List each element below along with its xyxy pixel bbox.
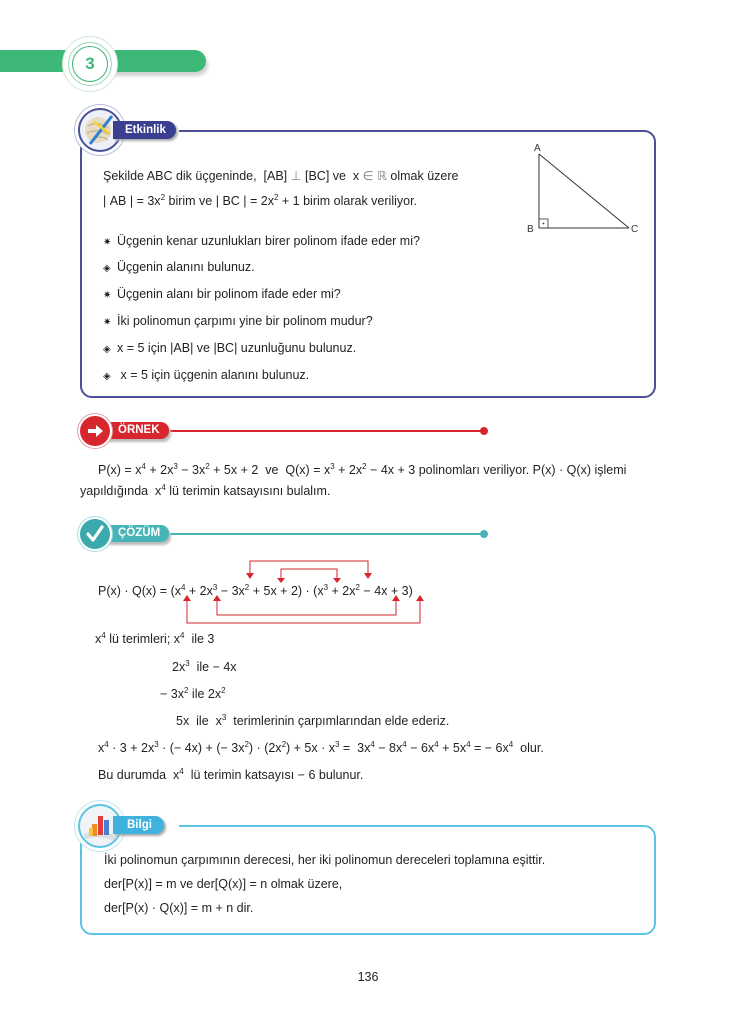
- page-number: 136: [357, 970, 379, 984]
- solution-label: ÇÖZÜM: [106, 525, 169, 542]
- solution-conclusion: Bu durumda $x^4$ lü terimin katsayısı − 6 bulunur.: [98, 767, 364, 782]
- solution-equation: $P(x) \cdot Q(x) = (x^4 + 2x^3 - 3x^2 + 5x + 2) \cdot (x^3 + 2x^2 - 4x + 3)$: [98, 583, 413, 598]
- activity-question-4: ✷ İki polinomun çarpımı yine bir polinom mudur?: [103, 313, 373, 331]
- checkmark-icon: [85, 524, 105, 544]
- vertex-c-label: C: [631, 224, 639, 235]
- activity-question-2: ◈ Üçgenin alanını bulunuz.: [103, 259, 255, 277]
- solution-divider-dot: [480, 530, 488, 538]
- solution-pair-1: $x^4$ lü terimleri; $x^4$ ile 3: [95, 631, 215, 646]
- solution-divider-line: [170, 533, 484, 535]
- vertex-a-label: A: [534, 143, 541, 154]
- solution-pair-2: $2x^3$ ile − 4x: [172, 659, 237, 674]
- example-divider-line: [170, 430, 484, 432]
- info-label: Bilgi: [113, 816, 164, 834]
- solution-pair-4: 5x ile $x^3$ terimlerinin çarpımlarından elde ederiz.: [176, 713, 450, 728]
- activity-question-6: ◈ x = 5 için üçgenin alanını bulunuz.: [103, 367, 309, 385]
- example-label: ÖRNEK: [106, 422, 169, 439]
- example-badge: [80, 416, 110, 446]
- info-line-2: der[P(x)] = m ve der[Q(x)] = n olmak üzere,: [104, 877, 343, 891]
- example-line-1: $P(x) = x^4 + 2x^3 - 3x^2 + 5x + 2$ ve $Q(x) = x^3 + 2x^2 - 4x + 3$ polinomları veriliyor. P(x) · Q(x) işlemi: [98, 462, 627, 477]
- right-triangle-figure: [527, 140, 647, 240]
- diamond-bullet-icon: ◈: [103, 344, 111, 355]
- vertex-b-label: B: [527, 224, 534, 235]
- activity-question-1: ✷ Üçgenin kenar uzunlukları birer polinom ifade eder mi?: [103, 233, 420, 251]
- activity-intro-line-1: Şekilde ABC dik üçgeninde, [AB] ⊥ [BC] ve x ∈ ℝ olmak üzere: [103, 169, 459, 183]
- chapter-number: 3: [85, 54, 95, 73]
- asterisk-bullet-icon: ✷: [103, 237, 112, 248]
- example-line-2: yapıldığında $x^4$ lü terimin katsayısını bulalım.: [80, 483, 331, 498]
- chapter-band-right: [108, 50, 206, 72]
- diamond-bullet-icon: ◈: [103, 371, 111, 382]
- activity-question-3: ✷ Üçgenin alanı bir polinom ifade eder mi?: [103, 286, 341, 304]
- activity-label: Etkinlik: [113, 121, 176, 139]
- info-line-3: der[P(x) · Q(x)] = m + n dir.: [104, 901, 254, 915]
- activity-question-5: ◈ x = 5 için |AB| ve |BC| uzunluğunu bulunuz.: [103, 340, 356, 358]
- chapter-number-badge: [72, 46, 108, 82]
- diamond-bullet-icon: ◈: [103, 263, 111, 274]
- activity-intro-line-2: | AB | = $3x^2$ birim ve | BC | = $2x^2 + 1$ birim olarak veriliyor.: [103, 193, 418, 208]
- solution-computation: $x^4 \cdot 3 + 2x^3$ · (− 4x) + (− $3x^2) \cdot (2x^2) + 5x \cdot x^3 = 3x^4 - 8x^4 - 6x^4 + 5x^4$ = − $6x^4$ olur.: [98, 740, 544, 755]
- info-line-1: İki polinomun çarpımının derecesi, her iki polinomun dereceleri toplamına eşittir.: [104, 853, 546, 867]
- asterisk-bullet-icon: ✷: [103, 317, 112, 328]
- solution-pair-3: − $3x^2$ ile $2x^2$: [160, 686, 226, 701]
- solution-badge: [80, 519, 110, 549]
- asterisk-bullet-icon: ✷: [103, 290, 112, 301]
- arrow-right-icon: [85, 421, 105, 441]
- example-divider-dot: [480, 427, 488, 435]
